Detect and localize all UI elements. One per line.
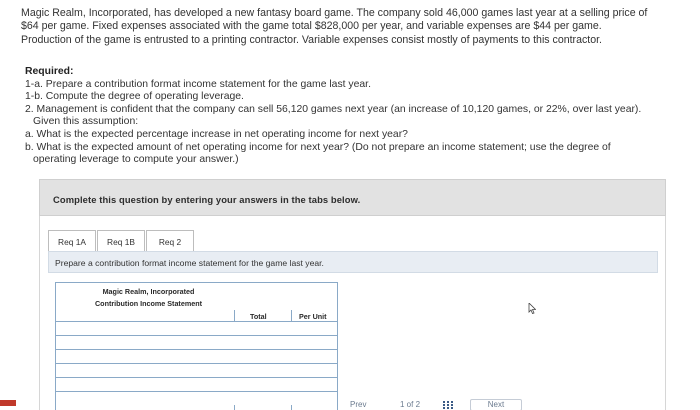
row-label-input[interactable] — [56, 350, 234, 363]
per-unit-input[interactable] — [292, 336, 337, 349]
row-label-input[interactable] — [56, 322, 234, 335]
total-input[interactable] — [235, 336, 291, 349]
per-unit-input[interactable] — [292, 322, 337, 335]
required-item: a. What is the expected percentage increase in net operating income for next year? — [25, 128, 408, 140]
column-header-per-unit: Per Unit — [299, 312, 327, 321]
tab-req-2[interactable]: Req 2 — [146, 230, 194, 254]
table-row — [56, 377, 337, 391]
required-item: 2. Management is confident that the company can sell 56,120 games next year (an increase of 10,120 games, or 22%, over last year). — [25, 103, 642, 115]
total-input[interactable] — [235, 322, 291, 335]
required-item: 1-b. Compute the degree of operating leverage. — [25, 91, 244, 103]
table-row — [56, 321, 337, 335]
required-item: Given this assumption: — [33, 116, 139, 128]
problem-statement — [21, 7, 691, 47]
required-section — [25, 66, 685, 167]
instruction-text: Complete this question by entering your answers in the tabs below. — [53, 194, 361, 205]
per-unit-input[interactable] — [292, 350, 337, 363]
statement-title: Contribution Income Statement — [94, 299, 203, 308]
column-header-total: Total — [250, 312, 267, 321]
left-edge-marker — [0, 400, 16, 406]
required-heading: Required: — [25, 66, 74, 77]
table-row — [56, 349, 337, 363]
tab-req-1a[interactable]: Req 1A — [48, 230, 96, 254]
problem-line: Production of the game is entrusted to a printing contractor. Variable expenses consist mostly of payments to this contractor. — [21, 33, 602, 46]
total-input[interactable] — [235, 364, 291, 377]
tab-prompt — [48, 251, 658, 273]
page-indicator: 1 of 2 — [400, 400, 421, 409]
statement-company: Magic Realm, Incorporated — [102, 287, 195, 296]
question-navigation — [0, 390, 700, 410]
row-label-input[interactable] — [56, 364, 234, 377]
problem-line: Magic Realm, Incorporated, has developed a new fantasy board game. The company sold 46,000 games last year at a selling price of — [21, 7, 648, 19]
problem-line: $64 per game. Fixed expenses associated with the game total $828,000 per year, and variable expenses are $44 per game. — [21, 20, 602, 33]
required-item: 1-a. Prepare a contribution format income statement for the game last year. — [25, 78, 371, 90]
tab-prompt-text: Prepare a contribution format income statement for the game last year. — [55, 258, 324, 268]
row-label-input[interactable] — [56, 336, 234, 349]
total-input[interactable] — [235, 350, 291, 363]
table-row — [56, 363, 337, 377]
tab-req-1b[interactable]: Req 1B — [97, 230, 145, 254]
required-item: operating leverage to compute your answer.) — [33, 154, 239, 166]
mouse-cursor-icon — [528, 303, 536, 314]
grid-view-icon[interactable] — [443, 401, 453, 409]
instruction-bar — [39, 179, 666, 216]
question-panel — [39, 216, 666, 410]
per-unit-input[interactable] — [292, 364, 337, 377]
required-item: b. What is the expected amount of net operating income for next year? (Do not prepare an income statement; use the degree of — [25, 141, 611, 153]
next-button[interactable]: Next — [470, 399, 522, 410]
table-row — [56, 335, 337, 349]
prev-button[interactable]: Prev — [350, 400, 367, 409]
